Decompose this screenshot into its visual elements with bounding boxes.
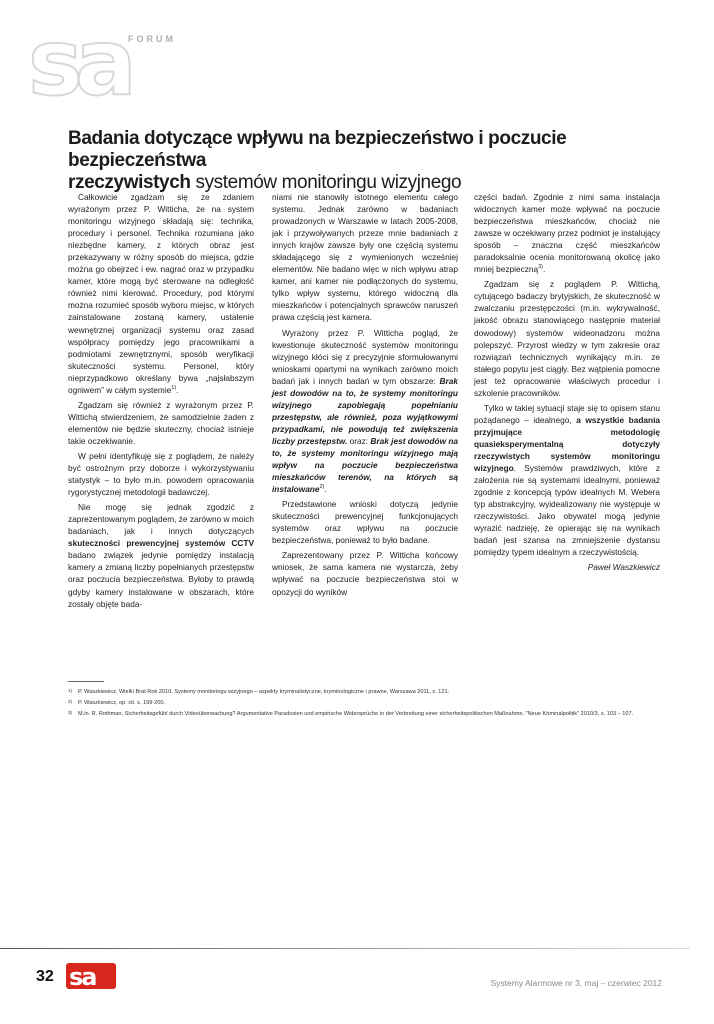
paragraph: Zgadzam się również z wyrażonym przez P. Wittichą stwierdzeniem, że samodzielnie żaden z elementów nie będzie skuteczny, chociaż istnieje takie oczekiwanie. — [68, 399, 254, 446]
paragraph: Zgadzam się z poglądem P. Wittichą, cytującego badaczy brytyjskich, że skuteczność w zwalczaniu przestępczości (m.in. wykrywalność, jakość obrazu stanowiącego następnie materiał dowodowy) systemów wideonadzoru można polepszyć. Przyrost wiedzy w tym zakresie oraz rozwiązań technicznych wynikający m.in. ze stałego popytu jest ciągły. Bez wątpienia pomocne jest też opracowanie właściwych procedur i szkolenie pracowników. — [474, 279, 660, 398]
paragraph: W pełni identyfikuję się z poglądem, że należy być ostrożnym przy doborze i wykorzystywaniu statystyk – to było m.in. powodem opracowania rygorystycznej metodologii badawczej. — [68, 450, 254, 498]
section-label: FORUM — [128, 34, 176, 44]
paragraph: części badań. Zgodnie z nimi sama instalacja widocznych kamer może wpływać na poczucie bezpieczeństwa mieszkańców, chociaż nie zawsze w oczekiwany przez podmiot je instalujący sposób – znaczna część mieszkańców paradoksalnie ocenia monitorowaną okolicę jako mniej bezpieczną$^{3)}$. — [474, 192, 660, 275]
footnote: 1) P. Waszkiewicz, Wielki Brat Rok 2010. Systemy monitoringu wizyjnego – aspekty kryminalistyczne, kryminologiczne i prawne, Warszawa 2011, s. 121. — [68, 688, 450, 695]
paragraph: Całkowicie zgadzam się ze zdaniem wyrażonym przez P. Witticha, że na system monitoringu wizyjnego składają się: technika, procedury i personel. Technika rozumiana jako niezbędne kamery, z których obraz jest przekazywany w różny sposób do miejsca, gdzie można go obejrzeć i ew. nagrać oraz w przypadku kamer, które mogą być sterowane na odległość również nimi kierować. Procedury, pod którymi można rozumieć sposób wyboru miejsc, w których zainstalowane zostaną kamery, ustalenie wewnętrznej organizacji systemu oraz zasad współpracy pomiędzy jego pracownikami a podmiotami zewnętrznymi, sposób weryfikacji skuteczności systemu. Personel, który nieprzypadkowo określany bywa „najsłabszym ogniwem” w całym systemie$^{1)}$. — [68, 192, 254, 395]
sa-logo-icon — [66, 963, 116, 989]
paragraph: niami nie stanowiły istotnego elementu całego systemu. Jednak zarówno w badaniach prowadzonych w Warszawie w latach 2005-2008, jak i przywoływanych przeze mnie badaniach z innych krajów zawsze były one częścią systemu składającego się z wymienionych wcześniej elementów. Nie badano więc w nich wpływu atrap kamer, ani kamer nie podłączonych do systemu, tylko wpływ systemu, którego widoczną dla mieszkańców i potencjalnych sprawców naruszeń prawa częścią jest kamera. — [272, 192, 458, 323]
journal-info: Systemy Alarmowe nr 3, maj – czerwiec 2012 — [490, 978, 662, 988]
article-title — [68, 128, 668, 194]
footnote: 2) P. Waszkiewicz, op. cit. s. 199-200. — [68, 699, 166, 706]
forum-logo-text: sa — [28, 22, 129, 102]
paragraph: Wyrażony przez P. Witticha pogląd, że kwestionuje skuteczność systemów monitoringu wizyjnego kłóci się z precyzyjnie sformułowanymi wnioskami opartymi na wynikach zarówno moich badań jak i innych badań w tym obszarze: Brak jest dowodów na to, że systemy monitoringu wizyjnego zapobiegają popełnianiu przestępstw, ale również, poza wyjątkowymi przypadkami, nie powodują też zwiększenia liczby przestępstw. oraz: Brak jest dowodów na to, że systemy monitoringu wizyjnego mają wpływ na poczucie bezpieczeństwa mieszkańców terenów, na których są instalowane$^{2)}$. — [272, 327, 459, 495]
column-2 — [272, 191, 458, 601]
paragraph: Tylko w takiej sytuacji staje się to opisem stanu pożądanego – idealnego, a wszystkie badania przyjmujące metodologię quasieksperymentalną dotyczyły rzeczywistych systemów monitoringu wizyjnego. Systemów prawdziwych, które z założenia nie są systemami idealnymi, ponieważ zgodnie z koncepcją typów idealnych M. Webera typ abstrakcyjny, wyidealizowany nie występuje w rzeczywistości. Jako obywatel mogą jedynie wyrazić nadzieję, że opierając się na wynikach badań jest szansa na zmniejszenie dystansu pomiędzy typem idealnym a rzeczywistością. — [474, 402, 660, 558]
title-line2-rest: systemów monitoringu wizyjnego — [190, 172, 462, 193]
author-signature: Paweł Waszkiewicz — [587, 562, 660, 573]
paragraph: Nie mogę się jednak zgodzić z zaprezentowanym poglądem, że zarówno w moich badaniach, jak i innych dotyczących skuteczności prewencyjnej systemów CCTV badano związek jedynie pomiędzy instalacją kamery a zmianą liczby popełnianych przestępstw oraz poczucia bezpieczeństwa. Byłoby to prawdą gdyby kamery instalowane w obszarach, które zostały objęte bada- — [68, 502, 254, 609]
column-1 — [68, 191, 254, 613]
footnotes — [68, 687, 668, 720]
title-line2-bold: rzeczywistych — [68, 172, 191, 193]
page-number: 32 — [36, 968, 54, 985]
paragraph: Przedstawione wnioski dotyczą jedynie skuteczności prewencyjnej funkcjonujących systemów oraz wpływu na poczucie bezpieczeństwa, ponieważ to było badane. — [272, 499, 458, 546]
column-3 — [474, 191, 660, 573]
footnote: 3) M.in. R. Rothman, Sicherheitsgefühl durch Videoüberwachung? Argumentative Paradoxien und empirische Widersprüche in der Verbreitung einer sicherheitspolitischen Maßnahme, "Neue Kriminalpolitik" 2010/3, s. 103 – 107. — [68, 710, 634, 717]
footnote-divider — [68, 681, 104, 682]
footer-divider — [0, 948, 690, 949]
title-line1: Badania dotyczące wpływu na bezpieczeństwo i poczucie bezpieczeństwa — [68, 128, 567, 171]
sa-logo-text: sa — [69, 963, 96, 989]
paragraph: Zaprezentowany przez P. Witticha końcowy wniosek, że sama kamera nie wystarcza, żeby wpływać na poczucie bezpieczeństwa stoi w opozycji do wyników — [272, 550, 458, 597]
